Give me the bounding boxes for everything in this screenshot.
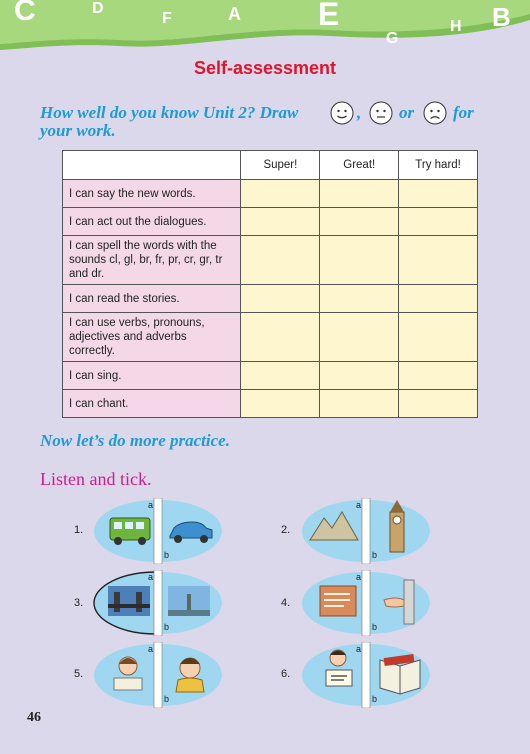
table-row — [63, 362, 478, 390]
great-cell[interactable] — [320, 362, 399, 390]
table-row — [63, 236, 478, 285]
option-a-label: a — [148, 644, 154, 654]
row-label: I can read the stories. — [63, 285, 241, 313]
header-super: Super! — [241, 151, 320, 180]
page-number: 46 — [27, 710, 41, 725]
try-hard-cell[interactable] — [399, 285, 478, 313]
option-a-label: a — [148, 572, 154, 582]
banner-letter: F — [162, 10, 172, 27]
super-cell[interactable] — [241, 390, 320, 418]
banner-letter: H — [450, 18, 462, 35]
banner-letter: A — [228, 4, 241, 24]
page-title: Self-assessment — [193, 58, 337, 78]
row-label: I can sing. — [63, 362, 241, 390]
great-cell[interactable] — [320, 390, 399, 418]
great-cell[interactable] — [320, 180, 399, 208]
question-or: or — [399, 103, 415, 122]
option-b-label: b — [164, 694, 170, 704]
statue-photo-icon — [168, 586, 210, 616]
item-5-pictures — [92, 642, 224, 708]
great-cell[interactable] — [320, 208, 399, 236]
table-row — [63, 180, 478, 208]
item-number: 4. — [281, 597, 291, 609]
try-hard-cell[interactable] — [399, 236, 478, 285]
item-number: 2. — [281, 524, 291, 536]
super-cell[interactable] — [241, 285, 320, 313]
item-1-pictures — [92, 498, 224, 564]
super-cell[interactable] — [241, 362, 320, 390]
sad-face-icon — [423, 101, 447, 125]
option-b-label: b — [164, 550, 170, 560]
listen-and-tick-heading: Listen and tick. — [40, 469, 152, 489]
question-comma: , — [357, 103, 362, 122]
header-great: Great! — [320, 151, 399, 180]
alphabet-banner — [0, 0, 530, 52]
table-row — [63, 285, 478, 313]
option-a-label: a — [148, 500, 154, 510]
super-cell[interactable] — [241, 236, 320, 285]
happy-face-icon — [330, 101, 354, 125]
header-blank — [63, 151, 241, 180]
option-b-label: b — [372, 694, 378, 704]
item-number: 5. — [74, 668, 84, 680]
banner-letter: B — [492, 2, 511, 32]
table-header-row — [63, 151, 478, 180]
try-hard-cell[interactable] — [399, 362, 478, 390]
table-row — [63, 390, 478, 418]
row-label: I can chant. — [63, 390, 241, 418]
neutral-face-icon — [369, 101, 393, 125]
super-cell[interactable] — [241, 313, 320, 362]
item-2-pictures — [300, 498, 432, 564]
banner-letter: E — [318, 0, 340, 32]
great-cell[interactable] — [320, 236, 399, 285]
great-cell[interactable] — [320, 285, 399, 313]
row-label: I can use verbs, pronouns, adjectives and adverbs correctly. — [63, 313, 241, 362]
try-hard-cell[interactable] — [399, 180, 478, 208]
item-number: 3. — [74, 597, 84, 609]
option-b-label: b — [372, 550, 378, 560]
question-line2: your work. — [40, 121, 116, 140]
question-text: How well do you know Unit 2? Draw — [40, 103, 299, 122]
super-cell[interactable] — [241, 180, 320, 208]
header-try-hard: Try hard! — [399, 151, 478, 180]
row-label: I can spell the words with the sounds cl, gl, br, fr, pr, cr, gr, tr and dr. — [63, 236, 241, 285]
question-for: for — [453, 103, 474, 122]
option-a-label: a — [356, 572, 362, 582]
book-icon — [380, 654, 420, 694]
option-b-label: b — [164, 622, 170, 632]
bridge-photo-icon — [108, 586, 150, 616]
option-b-label: b — [372, 622, 378, 632]
table-row — [63, 313, 478, 362]
item-4-pictures — [300, 570, 432, 636]
self-assessment-table — [62, 150, 478, 418]
try-hard-cell[interactable] — [399, 208, 478, 236]
try-hard-cell[interactable] — [399, 390, 478, 418]
great-cell[interactable] — [320, 313, 399, 362]
option-a-label: a — [356, 500, 362, 510]
banner-letter: C — [14, 0, 36, 27]
row-label: I can act out the dialogues. — [63, 208, 241, 236]
item-number: 6. — [281, 668, 291, 680]
banner-letter: G — [386, 30, 399, 47]
table-row — [63, 208, 478, 236]
more-practice-heading: Now let’s do more practice. — [40, 431, 230, 450]
try-hard-cell[interactable] — [399, 313, 478, 362]
option-a-label: a — [356, 644, 362, 654]
item-number: 1. — [74, 524, 84, 536]
item-6-pictures — [300, 642, 432, 708]
row-label: I can say the new words. — [63, 180, 241, 208]
super-cell[interactable] — [241, 208, 320, 236]
item-3-pictures — [92, 570, 224, 636]
hand-writing-icon — [320, 586, 356, 616]
banner-letter: D — [92, 0, 104, 17]
